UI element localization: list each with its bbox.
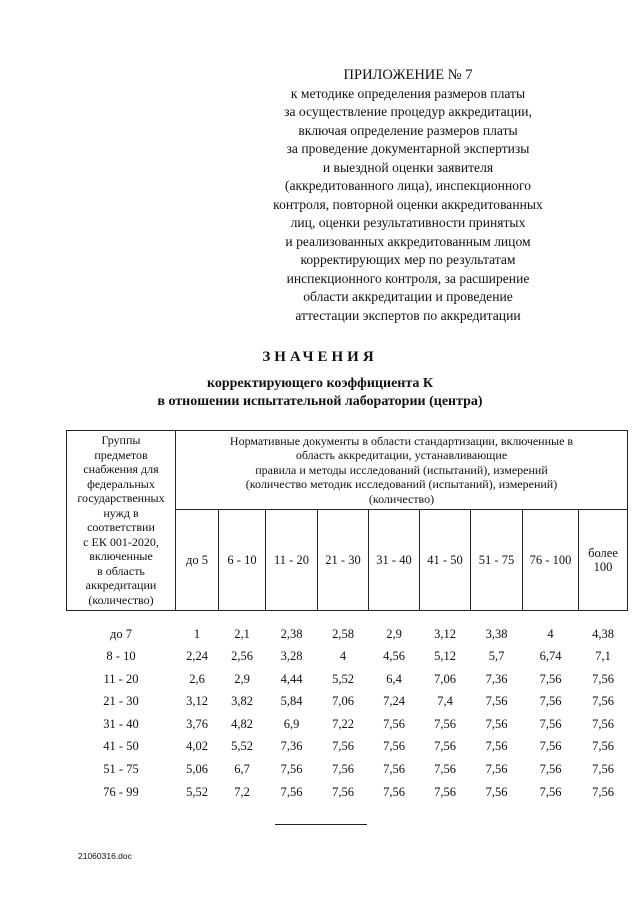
group-cell: 8 - 10 <box>106 649 136 664</box>
coefficient-cell: 3,28 <box>280 649 303 664</box>
document-heading: ЗНАЧЕНИЯ <box>262 349 378 365</box>
coefficient-cell: 5,7 <box>488 649 505 664</box>
coefficient-cell: 7,56 <box>592 784 614 799</box>
table-row <box>67 781 628 804</box>
coefficient-cell: 7,56 <box>539 784 562 799</box>
signature-line <box>275 824 367 825</box>
coefficient-cell: 2,9 <box>386 626 402 641</box>
group-cell: 76 - 99 <box>103 784 139 799</box>
coefficient-cell: 7,56 <box>485 784 508 799</box>
coefficient-cell: 7,56 <box>539 694 562 709</box>
subheading-line-1: корректирующего коэффициента К <box>206 376 434 391</box>
coefficient-cell: 3,82 <box>231 694 253 709</box>
coefficient-cell: 7,56 <box>383 784 405 799</box>
coefficient-cell: 3,76 <box>186 716 208 731</box>
coefficient-cell: 7,56 <box>332 739 354 754</box>
documents-header-line: область аккредитации, устанавливающие <box>295 448 508 463</box>
appendix-line: (аккредитованного лица), инспекционного <box>284 178 532 193</box>
table-row <box>67 611 628 646</box>
table-row <box>67 690 628 713</box>
coefficient-cell: 7,56 <box>280 784 303 799</box>
coefficient-cell: 2,1 <box>234 626 250 641</box>
coefficient-cell: 7,56 <box>539 762 562 777</box>
coefficient-cell: 2,38 <box>280 626 303 641</box>
subheading-line-2: в отношении испытательной лаборатории (центра) <box>157 394 483 409</box>
coefficient-cell: 7,56 <box>383 716 405 731</box>
coefficient-cell: 7,1 <box>595 649 611 664</box>
coefficient-cell: 7,24 <box>383 694 405 709</box>
coefficient-cell: 5,84 <box>280 694 303 709</box>
documents-column-header <box>176 431 628 510</box>
coefficient-cell: 4,02 <box>186 739 208 754</box>
group-header-line: федеральных <box>87 476 155 491</box>
coefficient-cell: 7,56 <box>434 784 456 799</box>
coefficient-cell: 4 <box>547 626 554 641</box>
coefficient-cell: 4 <box>339 649 347 664</box>
coefficient-cell: 7,56 <box>592 716 614 731</box>
group-header-line: соответствии <box>87 520 155 534</box>
group-header-line: включенные <box>89 549 153 563</box>
coefficient-cell: 7,56 <box>280 762 303 777</box>
group-header-line: снабжения для <box>83 462 159 476</box>
coefficient-cell: 7,56 <box>592 739 614 754</box>
range-header-cell: до 5 <box>176 510 219 611</box>
coefficient-cell: 2,56 <box>231 649 253 664</box>
coefficient-cell: 2,24 <box>186 649 208 664</box>
table-row <box>67 713 628 736</box>
group-header-line: государственных <box>77 491 165 505</box>
coefficient-cell: 5,52 <box>186 784 208 799</box>
coefficient-cell: 7,56 <box>485 694 508 709</box>
coefficient-cell: 6,9 <box>283 716 300 731</box>
coefficient-cell: 4,82 <box>231 716 253 731</box>
coefficient-cell: 3,12 <box>434 626 456 641</box>
range-header-cell: 51 - 75 <box>471 510 523 611</box>
coefficient-cell: 5,52 <box>231 739 253 754</box>
group-header-line: нужд в <box>103 505 139 520</box>
coefficient-cell: 7,4 <box>437 694 453 709</box>
coefficient-cell: 4,56 <box>383 649 405 664</box>
table-header-row <box>67 431 628 510</box>
range-header-cell: 21 - 30 <box>318 510 369 611</box>
group-column-header <box>67 431 176 611</box>
coefficient-cell: 7,56 <box>383 762 405 777</box>
range-header-cell: 6 - 10 <box>219 510 266 611</box>
coefficient-cell: 7,56 <box>332 784 354 799</box>
coefficient-cell: 7,22 <box>332 716 354 731</box>
range-header-cell: более 100 <box>579 510 628 611</box>
range-header-cell: 41 - 50 <box>420 510 471 611</box>
range-header-cell: 11 - 20 <box>266 510 318 611</box>
coefficient-cell: 6,4 <box>386 671 402 686</box>
coefficient-cell: 7,56 <box>539 739 562 754</box>
appendix-line: за проведение документарной экспертизы <box>286 141 530 156</box>
coefficient-cell: 2,6 <box>189 671 205 686</box>
appendix-line: и выездной оценки заявителя <box>322 159 494 175</box>
coefficient-cell: 7,56 <box>485 716 508 731</box>
coefficient-cell: 3,12 <box>186 694 208 709</box>
coefficient-cell: 7,56 <box>332 762 354 777</box>
group-header-line: (количество) <box>88 592 154 607</box>
coefficient-cell: 4,44 <box>280 671 303 686</box>
coefficient-cell: 3,38 <box>485 626 508 641</box>
table-row <box>67 735 628 758</box>
coefficient-cell: 7,06 <box>434 671 456 686</box>
appendix-line: лиц, оценки результативности принятых <box>290 215 526 230</box>
group-header-line: аккредитации <box>85 578 157 592</box>
documents-header-line: Нормативные документы в области стандартизации, включенные в <box>229 433 574 448</box>
appendix-line: области аккредитации и проведение <box>303 289 513 304</box>
coefficient-cell: 6,74 <box>539 649 562 664</box>
range-header-cell: 76 - 100 <box>523 510 579 611</box>
table-row <box>67 668 628 691</box>
coefficient-cell: 7,56 <box>539 716 562 731</box>
group-cell: 21 - 30 <box>103 694 139 709</box>
coefficient-cell: 7,56 <box>434 762 456 777</box>
group-cell: 31 - 40 <box>103 716 139 731</box>
range-header-cell: 31 - 40 <box>369 510 420 611</box>
table-row <box>67 758 628 781</box>
appendix-text <box>258 85 558 326</box>
coefficient-cell: 1 <box>193 626 201 641</box>
coefficient-cell: 7,36 <box>485 671 508 686</box>
appendix-line: аттестации экспертов по аккредитации <box>295 307 521 323</box>
group-header-line: Группы <box>101 433 141 447</box>
coefficient-cell: 7,56 <box>434 739 456 754</box>
coefficient-cell: 7,56 <box>539 671 562 686</box>
group-header-line: с ЕК 001-2020, <box>83 534 159 549</box>
appendix-line: контроля, повторной оценки аккредитованных <box>273 196 543 212</box>
file-name: 21060316.doc <box>78 851 132 861</box>
document-subheading <box>60 375 580 411</box>
appendix-line: включая определение размеров платы <box>298 122 518 138</box>
coefficient-cell: 7,56 <box>383 739 405 754</box>
group-cell: до 7 <box>110 626 132 641</box>
group-cell: 11 - 20 <box>103 671 139 686</box>
coefficient-cell: 2,58 <box>332 626 354 641</box>
coefficient-cell: 7,36 <box>280 739 303 754</box>
group-header-line: в область <box>97 563 145 578</box>
coefficient-cell: 5,06 <box>186 762 208 777</box>
coefficient-cell: 7,56 <box>592 762 614 777</box>
table-row <box>67 645 628 668</box>
appendix-title: ПРИЛОЖЕНИЕ № 7 <box>343 67 473 83</box>
appendix-line: к методике определения размеров платы <box>290 85 526 101</box>
coefficient-cell: 5,12 <box>434 649 456 664</box>
coefficient-cell: 7,56 <box>485 762 508 777</box>
coefficient-cell: 2,9 <box>234 671 250 686</box>
group-header-line: предметов <box>94 447 148 462</box>
coefficient-cell: 6,7 <box>234 762 250 777</box>
coefficient-cell: 7,2 <box>234 784 250 799</box>
coefficient-cell: 7,06 <box>332 694 354 709</box>
coefficient-table <box>66 430 628 803</box>
coefficient-cell: 7,56 <box>592 694 614 709</box>
appendix-line: за осуществление процедур аккредитации, <box>284 104 532 119</box>
coefficient-cell: 4,38 <box>592 626 614 641</box>
appendix-block <box>258 66 558 325</box>
appendix-line: корректирующих мер по результатам <box>300 252 516 267</box>
coefficient-cell: 7,56 <box>485 739 508 754</box>
documents-header-line: (количество методик исследований (испытаний), измерений) <box>245 477 558 492</box>
documents-header-line: (количество) <box>368 491 435 506</box>
group-cell: 51 - 75 <box>103 762 139 777</box>
coefficient-cell: 7,56 <box>434 716 456 731</box>
coefficient-cell: 7,56 <box>592 671 614 686</box>
coefficient-cell: 5,52 <box>332 671 354 686</box>
group-cell: 41 - 50 <box>103 739 139 754</box>
documents-header-line: правила и методы исследований (испытаний), измерений <box>255 462 548 477</box>
appendix-line: инспекционного контроля, за расширение <box>286 270 530 286</box>
appendix-line: и реализованных аккредитованным лицом <box>285 233 531 249</box>
